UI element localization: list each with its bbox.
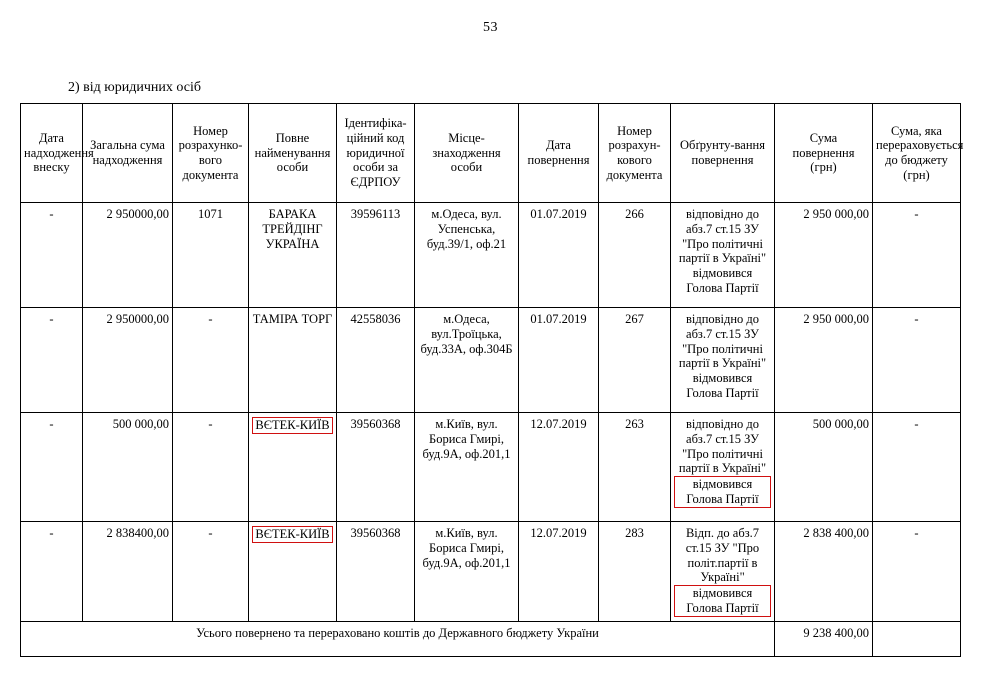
section-title: 2) від юридичних осіб [68, 80, 201, 95]
cell-name [249, 522, 337, 622]
cell-return-date: 01.07.2019 [519, 203, 599, 308]
cell-edrpou: 39596113 [337, 203, 415, 308]
cell-name-highlight: ВЄТЕК-КИЇВ [252, 417, 332, 434]
table-row [21, 522, 961, 622]
col-header-name: Повне найменування особи [249, 104, 337, 203]
cell-budget-sum: - [873, 413, 961, 522]
cell-return-date: 12.07.2019 [519, 522, 599, 622]
cell-return-sum: 500 000,00 [775, 413, 873, 522]
cell-budget-sum: - [873, 203, 961, 308]
cell-reason: відповідно до абз.7 ст.15 ЗУ "Про політичні партії в Україні" відмовився Голова Партії [671, 308, 775, 413]
cell-total-sum: 2 950000,00 [83, 308, 173, 413]
cell-reason: відповідно до абз.7 ст.15 ЗУ "Про політичні партії в Україні" відмовився Голова Партії [671, 203, 775, 308]
cell-total-sum: 2 950000,00 [83, 203, 173, 308]
cell-doc-number: 1071 [173, 203, 249, 308]
cell-address: м.Київ, вул. Бориса Гмирі, буд.9А, оф.201,1 [415, 522, 519, 622]
total-budget-empty [873, 621, 961, 656]
cell-date: - [21, 308, 83, 413]
cell-edrpou: 42558036 [337, 308, 415, 413]
cell-return-sum: 2 950 000,00 [775, 203, 873, 308]
cell-reason-highlight: відмовився Голова Партії [674, 585, 771, 617]
cell-address: м.Одеса, вул. Успенська, буд.39/1, оф.21 [415, 203, 519, 308]
cell-date: - [21, 203, 83, 308]
col-header-reason: Обґрунту-вання повернення [671, 104, 775, 203]
col-header-return-date: Дата повернення [519, 104, 599, 203]
col-header-doc-number: Номер розрахунко-вого документа [173, 104, 249, 203]
cell-return-doc: 266 [599, 203, 671, 308]
col-header-budget-sum: Сума, яка перераховується до бюджету (грн) [873, 104, 961, 203]
total-value: 9 238 400,00 [775, 621, 873, 656]
cell-date: - [21, 522, 83, 622]
total-label: Усього повернено та перераховано коштів до Державного бюджету України [21, 621, 775, 656]
cell-reason-main: Відп. до абз.7 ст.15 ЗУ "Про політ.партії в Україні" [685, 526, 760, 585]
table-row [21, 308, 961, 413]
cell-budget-sum: - [873, 522, 961, 622]
table-row [21, 203, 961, 308]
cell-return-date: 12.07.2019 [519, 413, 599, 522]
col-header-date: Дата надходження внеску [21, 104, 83, 203]
table-row [21, 413, 961, 522]
col-header-address: Місце-знаходження особи [415, 104, 519, 203]
cell-return-date: 01.07.2019 [519, 308, 599, 413]
cell-doc-number: - [173, 308, 249, 413]
cell-reason [671, 413, 775, 522]
col-header-edrpou: Ідентифіка-ційний код юридичної особи за ЄДРПОУ [337, 104, 415, 203]
cell-doc-number: - [173, 413, 249, 522]
cell-total-sum: 500 000,00 [83, 413, 173, 522]
cell-name [249, 413, 337, 522]
cell-budget-sum: - [873, 308, 961, 413]
table-total-row [21, 621, 961, 656]
cell-reason-main: відповідно до абз.7 ст.15 ЗУ "Про політичні партії в Україні" [678, 417, 767, 476]
cell-reason [671, 522, 775, 622]
cell-return-sum: 2 838 400,00 [775, 522, 873, 622]
col-header-return-sum: Сума повернення (грн) [775, 104, 873, 203]
cell-name-highlight: ВЄТЕК-КИЇВ [252, 526, 332, 543]
cell-name: ТАМІРА ТОРГ [249, 308, 337, 413]
col-header-return-doc: Номер розрахун-кового документа [599, 104, 671, 203]
cell-date: - [21, 413, 83, 522]
cell-reason-highlight: відмовився Голова Партії [674, 476, 771, 508]
cell-edrpou: 39560368 [337, 413, 415, 522]
cell-return-sum: 2 950 000,00 [775, 308, 873, 413]
cell-return-doc: 267 [599, 308, 671, 413]
report-table-container [20, 103, 964, 657]
cell-return-doc: 283 [599, 522, 671, 622]
cell-address: м.Київ, вул. Бориса Гмирі, буд.9А, оф.201,1 [415, 413, 519, 522]
cell-return-doc: 263 [599, 413, 671, 522]
page-number: 53 [483, 20, 498, 35]
cell-name: БАРАКА ТРЕЙДІНГ УКРАЇНА [249, 203, 337, 308]
col-header-total-sum: Загальна сума надходження [83, 104, 173, 203]
cell-address: м.Одеса, вул.Троїцька, буд.33А, оф.304Б [415, 308, 519, 413]
report-table [20, 103, 964, 657]
table-header-row [21, 104, 961, 203]
cell-total-sum: 2 838400,00 [83, 522, 173, 622]
cell-doc-number: - [173, 522, 249, 622]
cell-edrpou: 39560368 [337, 522, 415, 622]
